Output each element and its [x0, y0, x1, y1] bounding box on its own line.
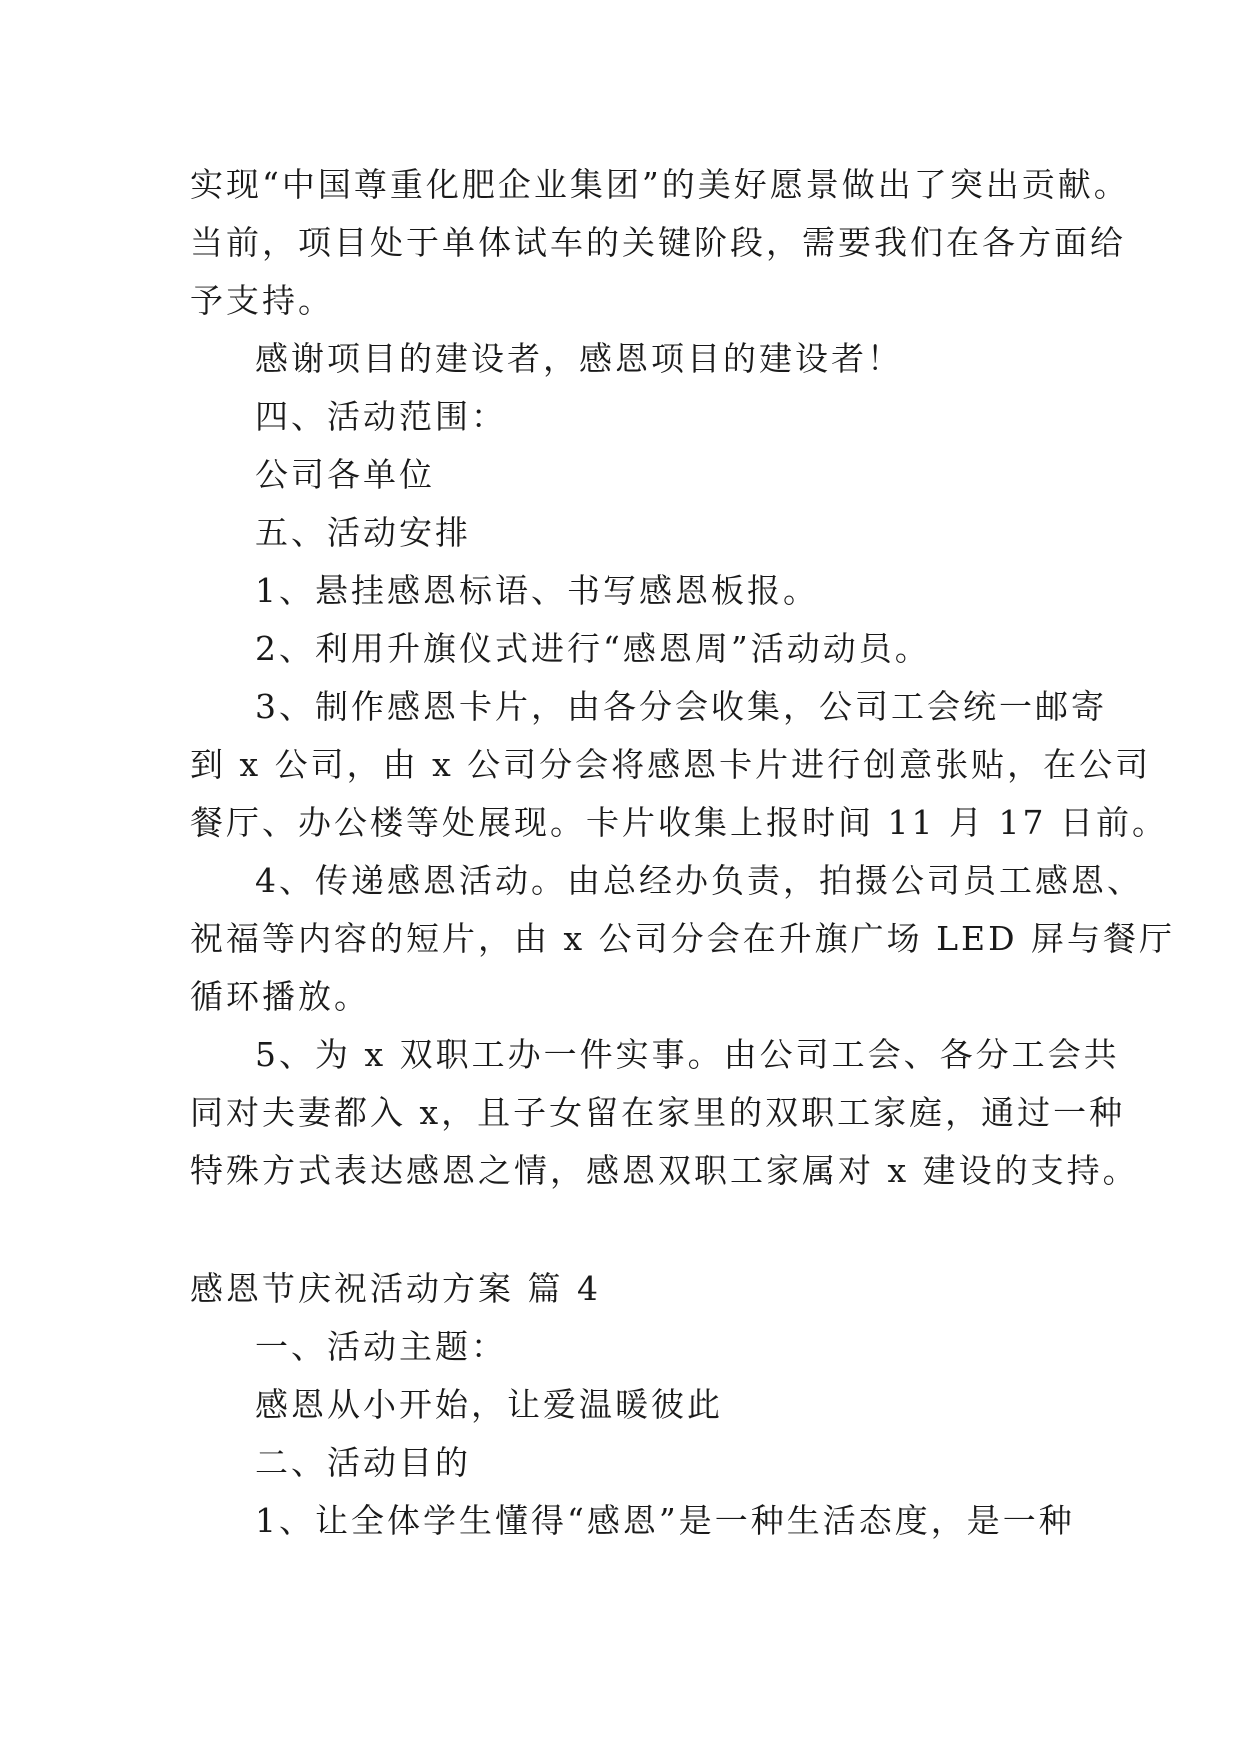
text-line: 实现“中国尊重化肥企业集团”的美好愿景做出了突出贡献。 [190, 165, 1130, 204]
list-item: 4、传递感恩活动。由总经办负责，拍摄公司员工感恩、 [255, 861, 1143, 900]
section-heading: 五、活动安排 [255, 513, 471, 552]
chapter-title: 感恩节庆祝活动方案 篇 4 [190, 1269, 601, 1308]
section-heading: 二、活动目的 [255, 1443, 471, 1482]
text-line: 公司各单位 [255, 455, 435, 494]
list-item: 3、制作感恩卡片，由各分会收集，公司工会统一邮寄 [255, 687, 1107, 726]
text-line: 到 x 公司，由 x 公司分会将感恩卡片进行创意张贴，在公司 [190, 745, 1152, 784]
list-item: 1、悬挂感恩标语、书写感恩板报。 [255, 571, 819, 610]
text-line: 同对夫妻都入 x，且子女留在家里的双职工家庭，通过一种 [190, 1093, 1126, 1132]
text-line: 感谢项目的建设者，感恩项目的建设者！ [255, 339, 903, 378]
text-line: 予支持。 [190, 281, 334, 320]
list-item: 5、为 x 双职工办一件实事。由公司工会、各分工会共 [255, 1035, 1120, 1074]
text-line: 祝福等内容的短片，由 x 公司分会在升旗广场 LED 屏与餐厅 [190, 919, 1176, 958]
section-heading: 四、活动范围： [255, 397, 507, 436]
text-line: 当前，项目处于单体试车的关键阶段，需要我们在各方面给 [190, 223, 1126, 262]
text-line: 特殊方式表达感恩之情，感恩双职工家属对 x 建设的支持。 [190, 1151, 1139, 1190]
text-line: 感恩从小开始，让爱温暖彼此 [255, 1385, 723, 1424]
list-item: 1、让全体学生懂得“感恩”是一种生活态度，是一种 [255, 1501, 1075, 1540]
section-heading: 一、活动主题： [255, 1327, 507, 1366]
list-item: 2、利用升旗仪式进行“感恩周”活动动员。 [255, 629, 931, 668]
text-line: 餐厅、办公楼等处展现。卡片收集上报时间 11 月 17 日前。 [190, 803, 1168, 842]
text-line: 循环播放。 [190, 977, 370, 1016]
